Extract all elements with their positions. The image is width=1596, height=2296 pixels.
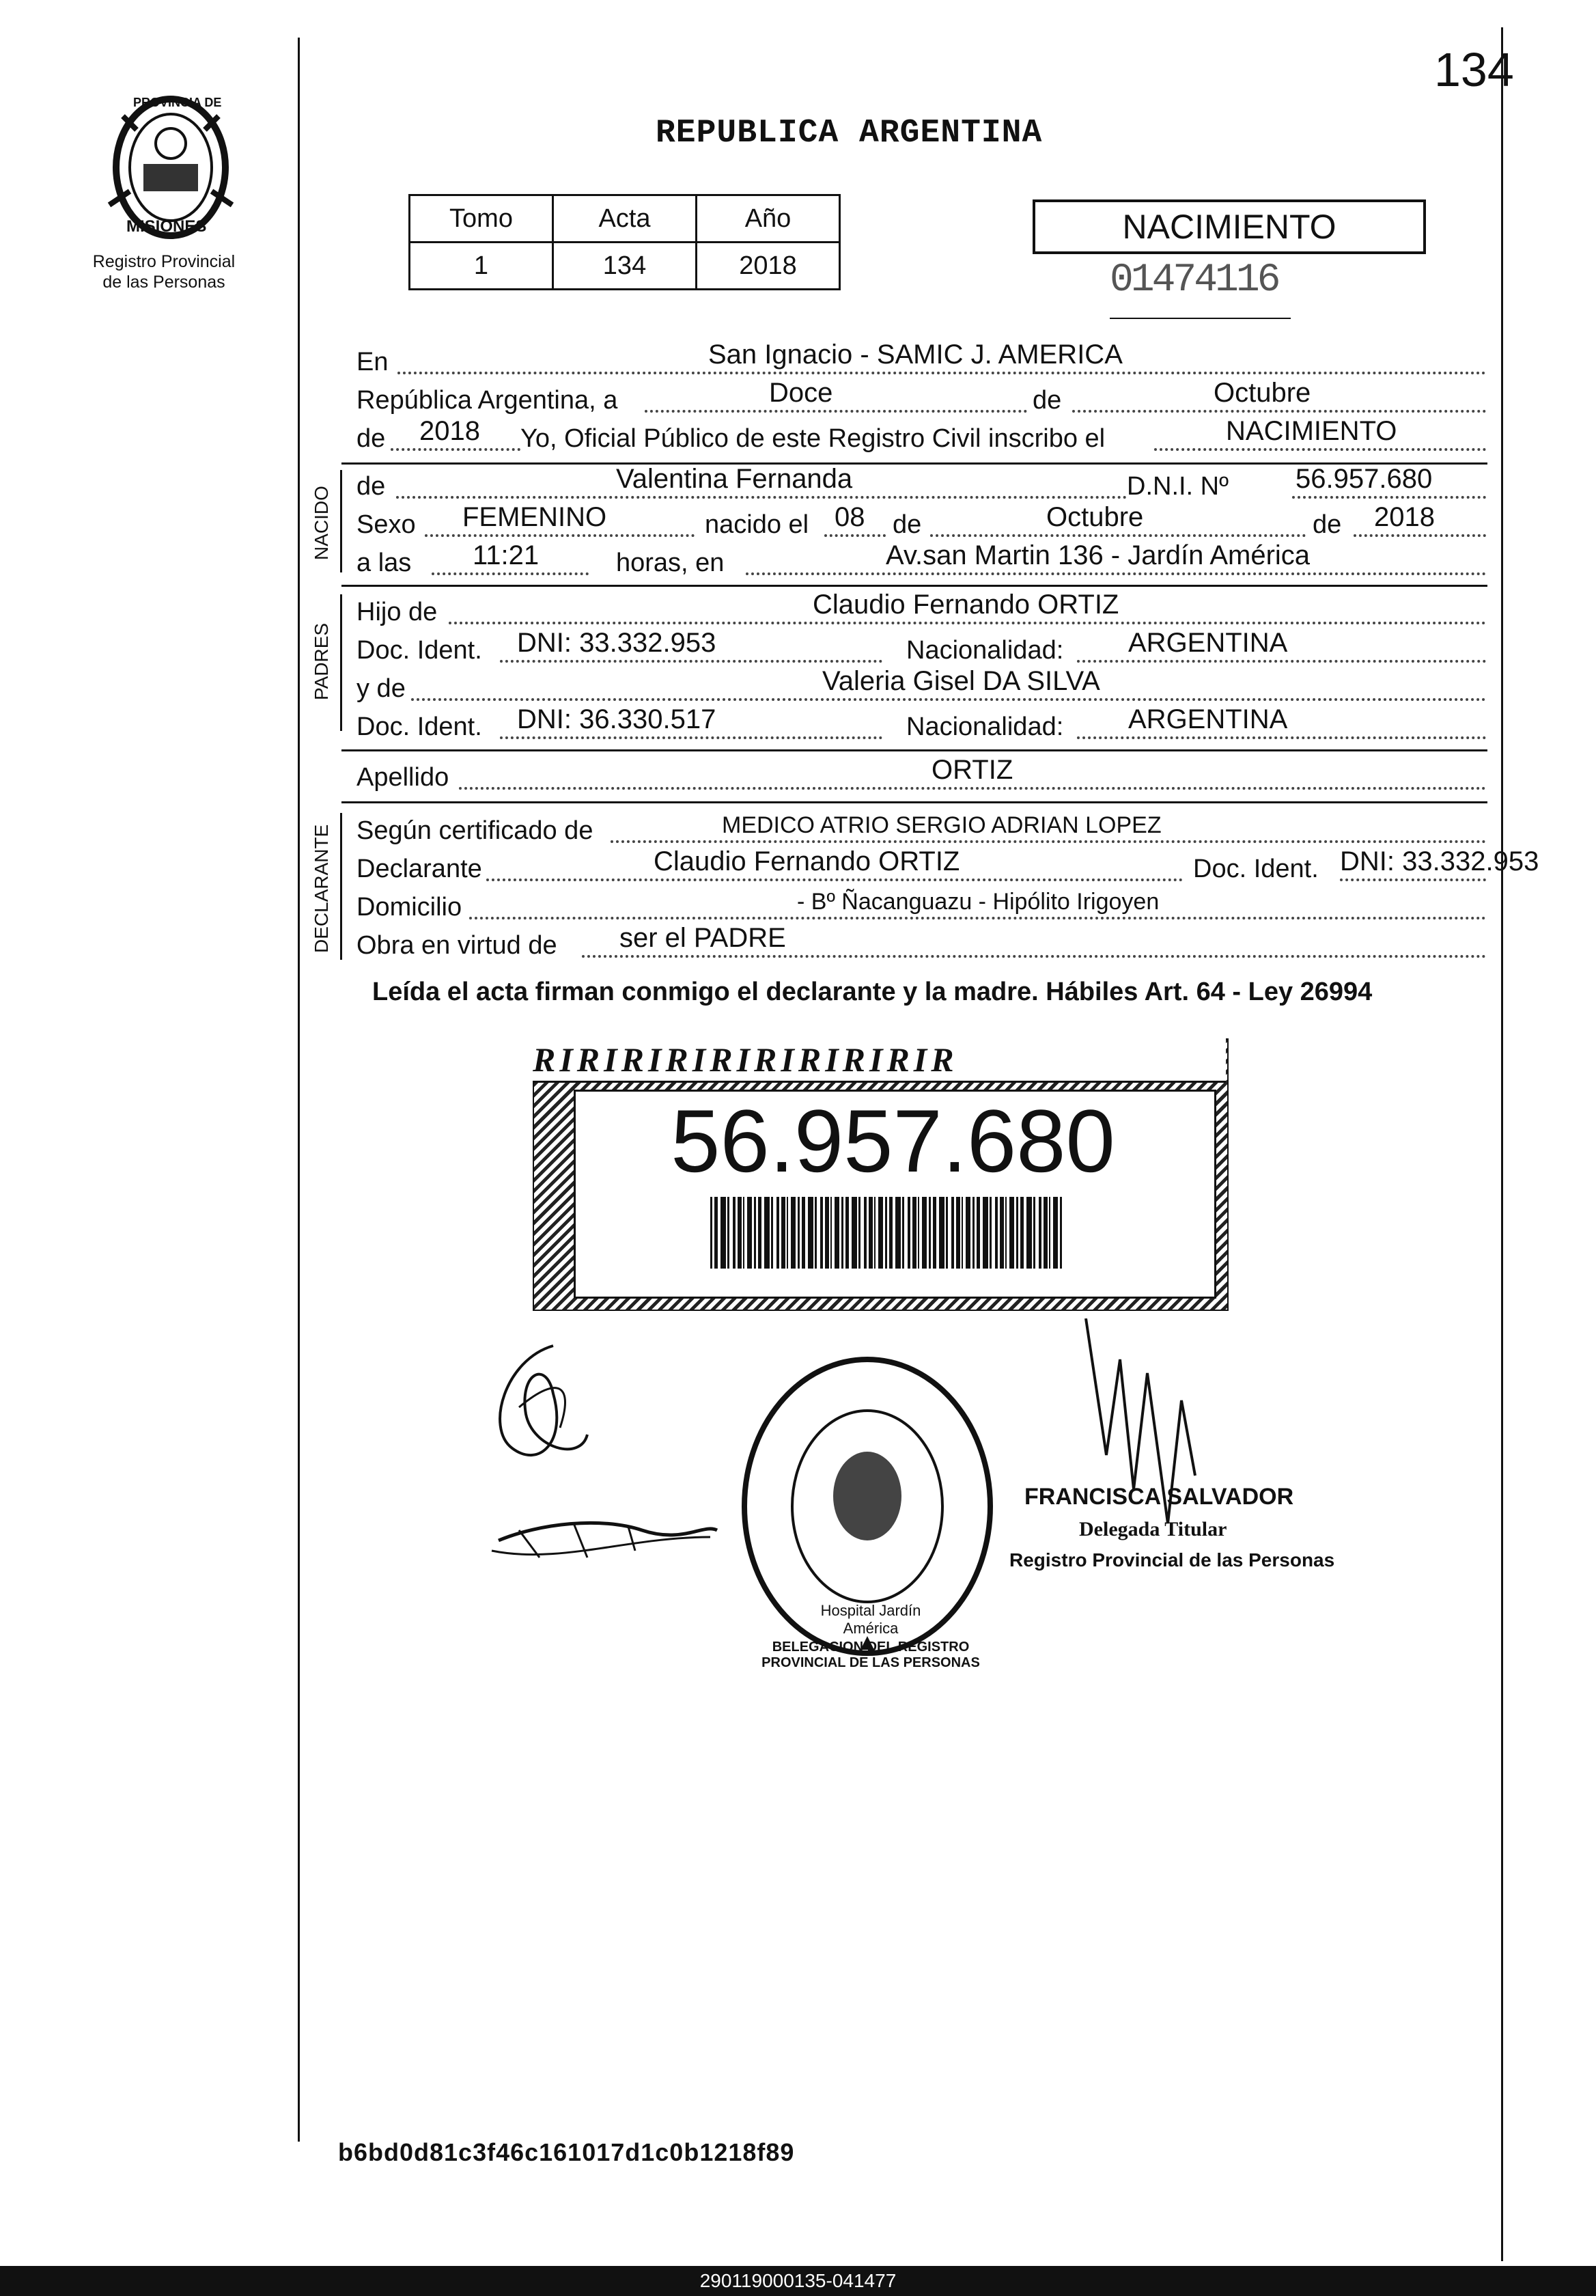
obra-value: ser el PADRE <box>619 923 786 953</box>
record-table-cell: 134 <box>553 243 697 290</box>
dotted-line <box>449 622 1486 624</box>
apellido-label: Apellido <box>356 763 449 792</box>
emblem-ring-top: PROVINCIA DE <box>133 96 222 109</box>
record-type-box: NACIMIENTO <box>1033 199 1426 254</box>
logo-caption-line1: Registro Provincial <box>92 252 236 271</box>
seal-inner-text: Hospital Jardín América <box>820 1602 921 1637</box>
barcode-bar <box>1033 1197 1035 1269</box>
row-obra <box>356 925 1486 963</box>
barcode-bar <box>738 1197 742 1269</box>
barcode-bar <box>1005 1197 1007 1269</box>
official-role: Delegada Titular <box>1079 1518 1227 1540</box>
doc-ident-label: Doc. Ident. <box>1193 855 1319 883</box>
barcode-bar <box>956 1197 960 1269</box>
barcode-bar <box>885 1197 887 1269</box>
father-doc: DNI: 33.332.953 <box>517 628 716 658</box>
dotted-line <box>432 572 589 575</box>
barcode-bar <box>977 1197 980 1269</box>
row-nacido-name <box>356 466 1486 504</box>
dotted-line <box>397 372 1486 374</box>
dotted-line <box>396 496 1127 499</box>
father-name: Claudio Fernando ORTIZ <box>813 590 1119 620</box>
barcode-bar <box>908 1197 910 1269</box>
birth-year: 2018 <box>1374 502 1435 532</box>
de-label: de <box>893 510 922 539</box>
barcode-bar <box>918 1197 919 1269</box>
record-table-header-row <box>410 195 840 243</box>
barcode-bar <box>864 1197 867 1269</box>
row-apellido <box>356 757 1486 795</box>
dotted-line <box>1354 534 1486 537</box>
barcode-bar <box>835 1197 839 1269</box>
seal-ring-text: BELEGACION DEL REGISTRO PROVINCIAL DE LAS PERSONAS <box>761 1640 980 1670</box>
declarante-section-label: DECLARANTE <box>311 824 332 953</box>
dotted-line <box>824 534 886 537</box>
bottom-code: 290119000135-041477 <box>699 2270 897 2291</box>
barcode-bar <box>1026 1197 1032 1269</box>
sexo-value: FEMENINO <box>462 502 607 532</box>
horas-label: horas, en <box>616 549 725 577</box>
dotted-line <box>469 917 1486 919</box>
dotted-line <box>645 410 1027 413</box>
row-sexo <box>356 504 1486 542</box>
sexo-label: Sexo <box>356 510 416 539</box>
row-republica <box>356 380 1486 418</box>
barcode-bar <box>1053 1197 1058 1269</box>
barcode-bar <box>939 1197 944 1269</box>
row-en <box>356 342 1486 380</box>
father-nationality: ARGENTINA <box>1128 628 1288 658</box>
row-mother-doc <box>356 706 1486 745</box>
record-table <box>408 194 841 290</box>
barcode-bar <box>895 1197 901 1269</box>
barcode-bar <box>841 1197 843 1269</box>
barcode <box>710 1197 1065 1269</box>
record-table-header: Acta <box>553 195 697 243</box>
certificado-label: Según certificado de <box>356 816 593 845</box>
dotted-line <box>1340 879 1486 881</box>
barcode-bar <box>874 1197 876 1269</box>
doc-ident-label: Doc. Ident. <box>356 713 482 741</box>
barcode-bar <box>714 1197 718 1269</box>
barcode-bar <box>830 1197 832 1269</box>
dotted-line <box>611 840 1486 843</box>
barcode-bar <box>1060 1197 1062 1269</box>
barcode-bar <box>771 1197 773 1269</box>
barcode-bar <box>1000 1197 1004 1269</box>
dotted-line <box>486 879 1183 881</box>
dotted-line <box>746 572 1486 575</box>
barcode-bar <box>733 1197 736 1269</box>
dotted-line <box>1154 448 1486 451</box>
barcode-bar <box>1020 1197 1024 1269</box>
barcode-bar <box>1044 1197 1048 1269</box>
year-label: de <box>356 424 386 453</box>
barcode-bar <box>922 1197 927 1269</box>
barcode-bar <box>912 1197 916 1269</box>
en-label: En <box>356 348 389 376</box>
doc-ident-label: Doc. Ident. <box>356 636 482 665</box>
barcode-bar <box>962 1197 963 1269</box>
barcode-bar <box>747 1197 752 1269</box>
barcode-bar <box>820 1197 823 1269</box>
day-value: Doce <box>769 378 833 408</box>
row-father <box>356 592 1486 630</box>
barcode-bar <box>710 1197 712 1269</box>
dotted-line <box>425 534 695 537</box>
barcode-bar <box>929 1197 931 1269</box>
dotted-line <box>582 955 1486 958</box>
month-value: Octubre <box>1214 378 1311 408</box>
dni-card-pattern-text: RIRIRIRIRIRIRIRIRIR <box>533 1038 1226 1083</box>
document-hash: b6bd0d81c3f46c161017d1c0b1218f89 <box>338 2138 795 2166</box>
padres-bracket <box>340 594 342 731</box>
row-declarante <box>356 846 1539 887</box>
barcode-bar <box>972 1197 975 1269</box>
barcode-bar <box>781 1197 785 1269</box>
de-label: de <box>1313 510 1342 539</box>
dotted-line <box>411 698 1486 701</box>
document-title: REPUBLICA ARGENTINA <box>656 115 1043 152</box>
barcode-graphic <box>710 1197 1065 1269</box>
mother-doc: DNI: 36.330.517 <box>517 704 716 734</box>
republica-label: República Argentina, a <box>356 386 618 415</box>
barcode-bar <box>815 1197 817 1269</box>
dni-label: D.N.I. Nº <box>1127 472 1229 501</box>
barcode-bar <box>808 1197 813 1269</box>
nacido-section-label: NACIDO <box>311 486 332 560</box>
barcode-bar <box>966 1197 970 1269</box>
record-table-value-row <box>410 243 840 290</box>
declarante-doc: DNI: 33.332.953 <box>1340 846 1539 876</box>
certificado-value: MEDICO ATRIO SERGIO ADRIAN LOPEZ <box>722 812 1162 838</box>
barcode-bar <box>802 1197 805 1269</box>
child-dni: 56.957.680 <box>1296 464 1433 494</box>
dotted-line <box>459 787 1486 790</box>
birth-month: Octubre <box>1046 502 1144 532</box>
section-divider <box>341 801 1487 803</box>
logo-caption <box>79 251 249 292</box>
dotted-line <box>1077 660 1486 663</box>
barcode-bar <box>933 1197 936 1269</box>
dni-card-number: 56.957.680 <box>671 1091 1115 1191</box>
declarante-value: Claudio Fernando ORTIZ <box>654 846 960 876</box>
page-number: 134 <box>1434 43 1514 96</box>
barcode-bar <box>754 1197 756 1269</box>
barcode-bar <box>1049 1197 1050 1269</box>
legal-note: Leída el acta firman conmigo el declarante y la madre. Hábiles Art. 64 - Ley 26994 <box>372 978 1373 1006</box>
nacido-bracket <box>340 470 342 572</box>
y-de-label: y de <box>356 674 406 703</box>
barcode-bar <box>852 1197 857 1269</box>
row-certificado <box>356 810 1486 848</box>
nacionalidad-label: Nacionalidad: <box>906 636 1064 665</box>
barcode-bar <box>902 1197 904 1269</box>
barcode-bar <box>727 1197 729 1269</box>
barcode-bar <box>1016 1197 1018 1269</box>
barcode-bar <box>1039 1197 1041 1269</box>
birth-day: 08 <box>835 502 865 532</box>
emblem-ring-bottom: MISIONES <box>126 217 207 236</box>
record-table-header: Tomo <box>410 195 553 243</box>
barcode-bar <box>720 1197 726 1269</box>
nacionalidad-label: Nacionalidad: <box>906 713 1064 741</box>
barcode-bar <box>825 1197 829 1269</box>
birth-time: 11:21 <box>473 540 540 570</box>
barcode-bar <box>946 1197 948 1269</box>
dotted-line <box>500 660 882 663</box>
row-domicilio <box>356 887 1486 925</box>
barcode-bar <box>758 1197 761 1269</box>
declarante-label: Declarante <box>356 855 482 883</box>
domicilio-value: - Bº Ñacanguazu - Hipólito Irigoyen <box>797 889 1160 915</box>
barcode-bar <box>869 1197 873 1269</box>
year-value: 2018 <box>419 416 480 446</box>
barcode-bar <box>995 1197 998 1269</box>
domicilio-label: Domicilio <box>356 893 462 922</box>
section-divider <box>341 749 1487 751</box>
dotted-line <box>1292 496 1486 499</box>
barcode-bar <box>845 1197 849 1269</box>
serial-number: 01474116 <box>1110 258 1278 303</box>
row-father-doc <box>356 630 1486 668</box>
record-table-cell: 1 <box>410 243 553 290</box>
section-divider <box>341 585 1487 587</box>
row-hora <box>356 542 1486 581</box>
dotted-line <box>1077 736 1486 739</box>
dotted-line <box>391 448 520 451</box>
en-value: San Ignacio - SAMIC J. AMERICA <box>708 340 1123 370</box>
barcode-bar <box>990 1197 992 1269</box>
hijo-label: Hijo de <box>356 598 438 626</box>
barcode-bar <box>858 1197 860 1269</box>
mother-nationality: ARGENTINA <box>1128 704 1288 734</box>
logo-caption-line2: de las Personas <box>102 273 225 292</box>
row-mother <box>356 668 1486 706</box>
declarant-signature <box>478 1332 751 1605</box>
left-margin-line <box>298 38 300 2142</box>
mother-name: Valeria Gisel DA SILVA <box>822 666 1100 696</box>
barcode-bar <box>743 1197 744 1269</box>
declarante-bracket <box>340 813 342 960</box>
barcode-bar <box>764 1197 770 1269</box>
dotted-line <box>500 736 882 739</box>
barcode-bar <box>787 1197 788 1269</box>
record-table-cell: 2018 <box>697 243 840 290</box>
barcode-bar <box>889 1197 893 1269</box>
row-year <box>356 418 1486 456</box>
child-name: Valentina Fernanda <box>616 464 853 494</box>
dotted-line <box>1072 410 1486 413</box>
serial-underline <box>1110 318 1291 319</box>
barcode-bar <box>1009 1197 1014 1269</box>
dotted-line <box>930 534 1306 537</box>
right-margin-line <box>1501 27 1503 2261</box>
barcode-bar <box>951 1197 954 1269</box>
barcode-bar <box>791 1197 796 1269</box>
padres-section-label: PADRES <box>311 622 332 700</box>
de-label: de <box>1033 386 1062 415</box>
barcode-bar <box>983 1197 988 1269</box>
apellido-value: ORTIZ <box>932 755 1013 785</box>
de-label: de <box>356 472 386 501</box>
nacido-el-label: nacido el <box>705 510 809 539</box>
official-org: Registro Provincial de las Personas <box>1009 1549 1335 1571</box>
official-name: FRANCISCA SALVADOR <box>1024 1484 1294 1510</box>
bottom-code-bar <box>0 2266 1596 2296</box>
inscribo-value: NACIMIENTO <box>1226 416 1397 446</box>
record-table-header: Año <box>697 195 840 243</box>
barcode-bar <box>878 1197 883 1269</box>
barcode-bar <box>776 1197 779 1269</box>
birth-place: Av.san Martin 136 - Jardín América <box>886 540 1311 570</box>
obra-label: Obra en virtud de <box>356 931 557 960</box>
a-las-label: a las <box>356 549 412 577</box>
barcode-bar <box>798 1197 800 1269</box>
inscribo-text: Yo, Oficial Público de este Registro Civil inscribo el <box>520 424 1106 453</box>
